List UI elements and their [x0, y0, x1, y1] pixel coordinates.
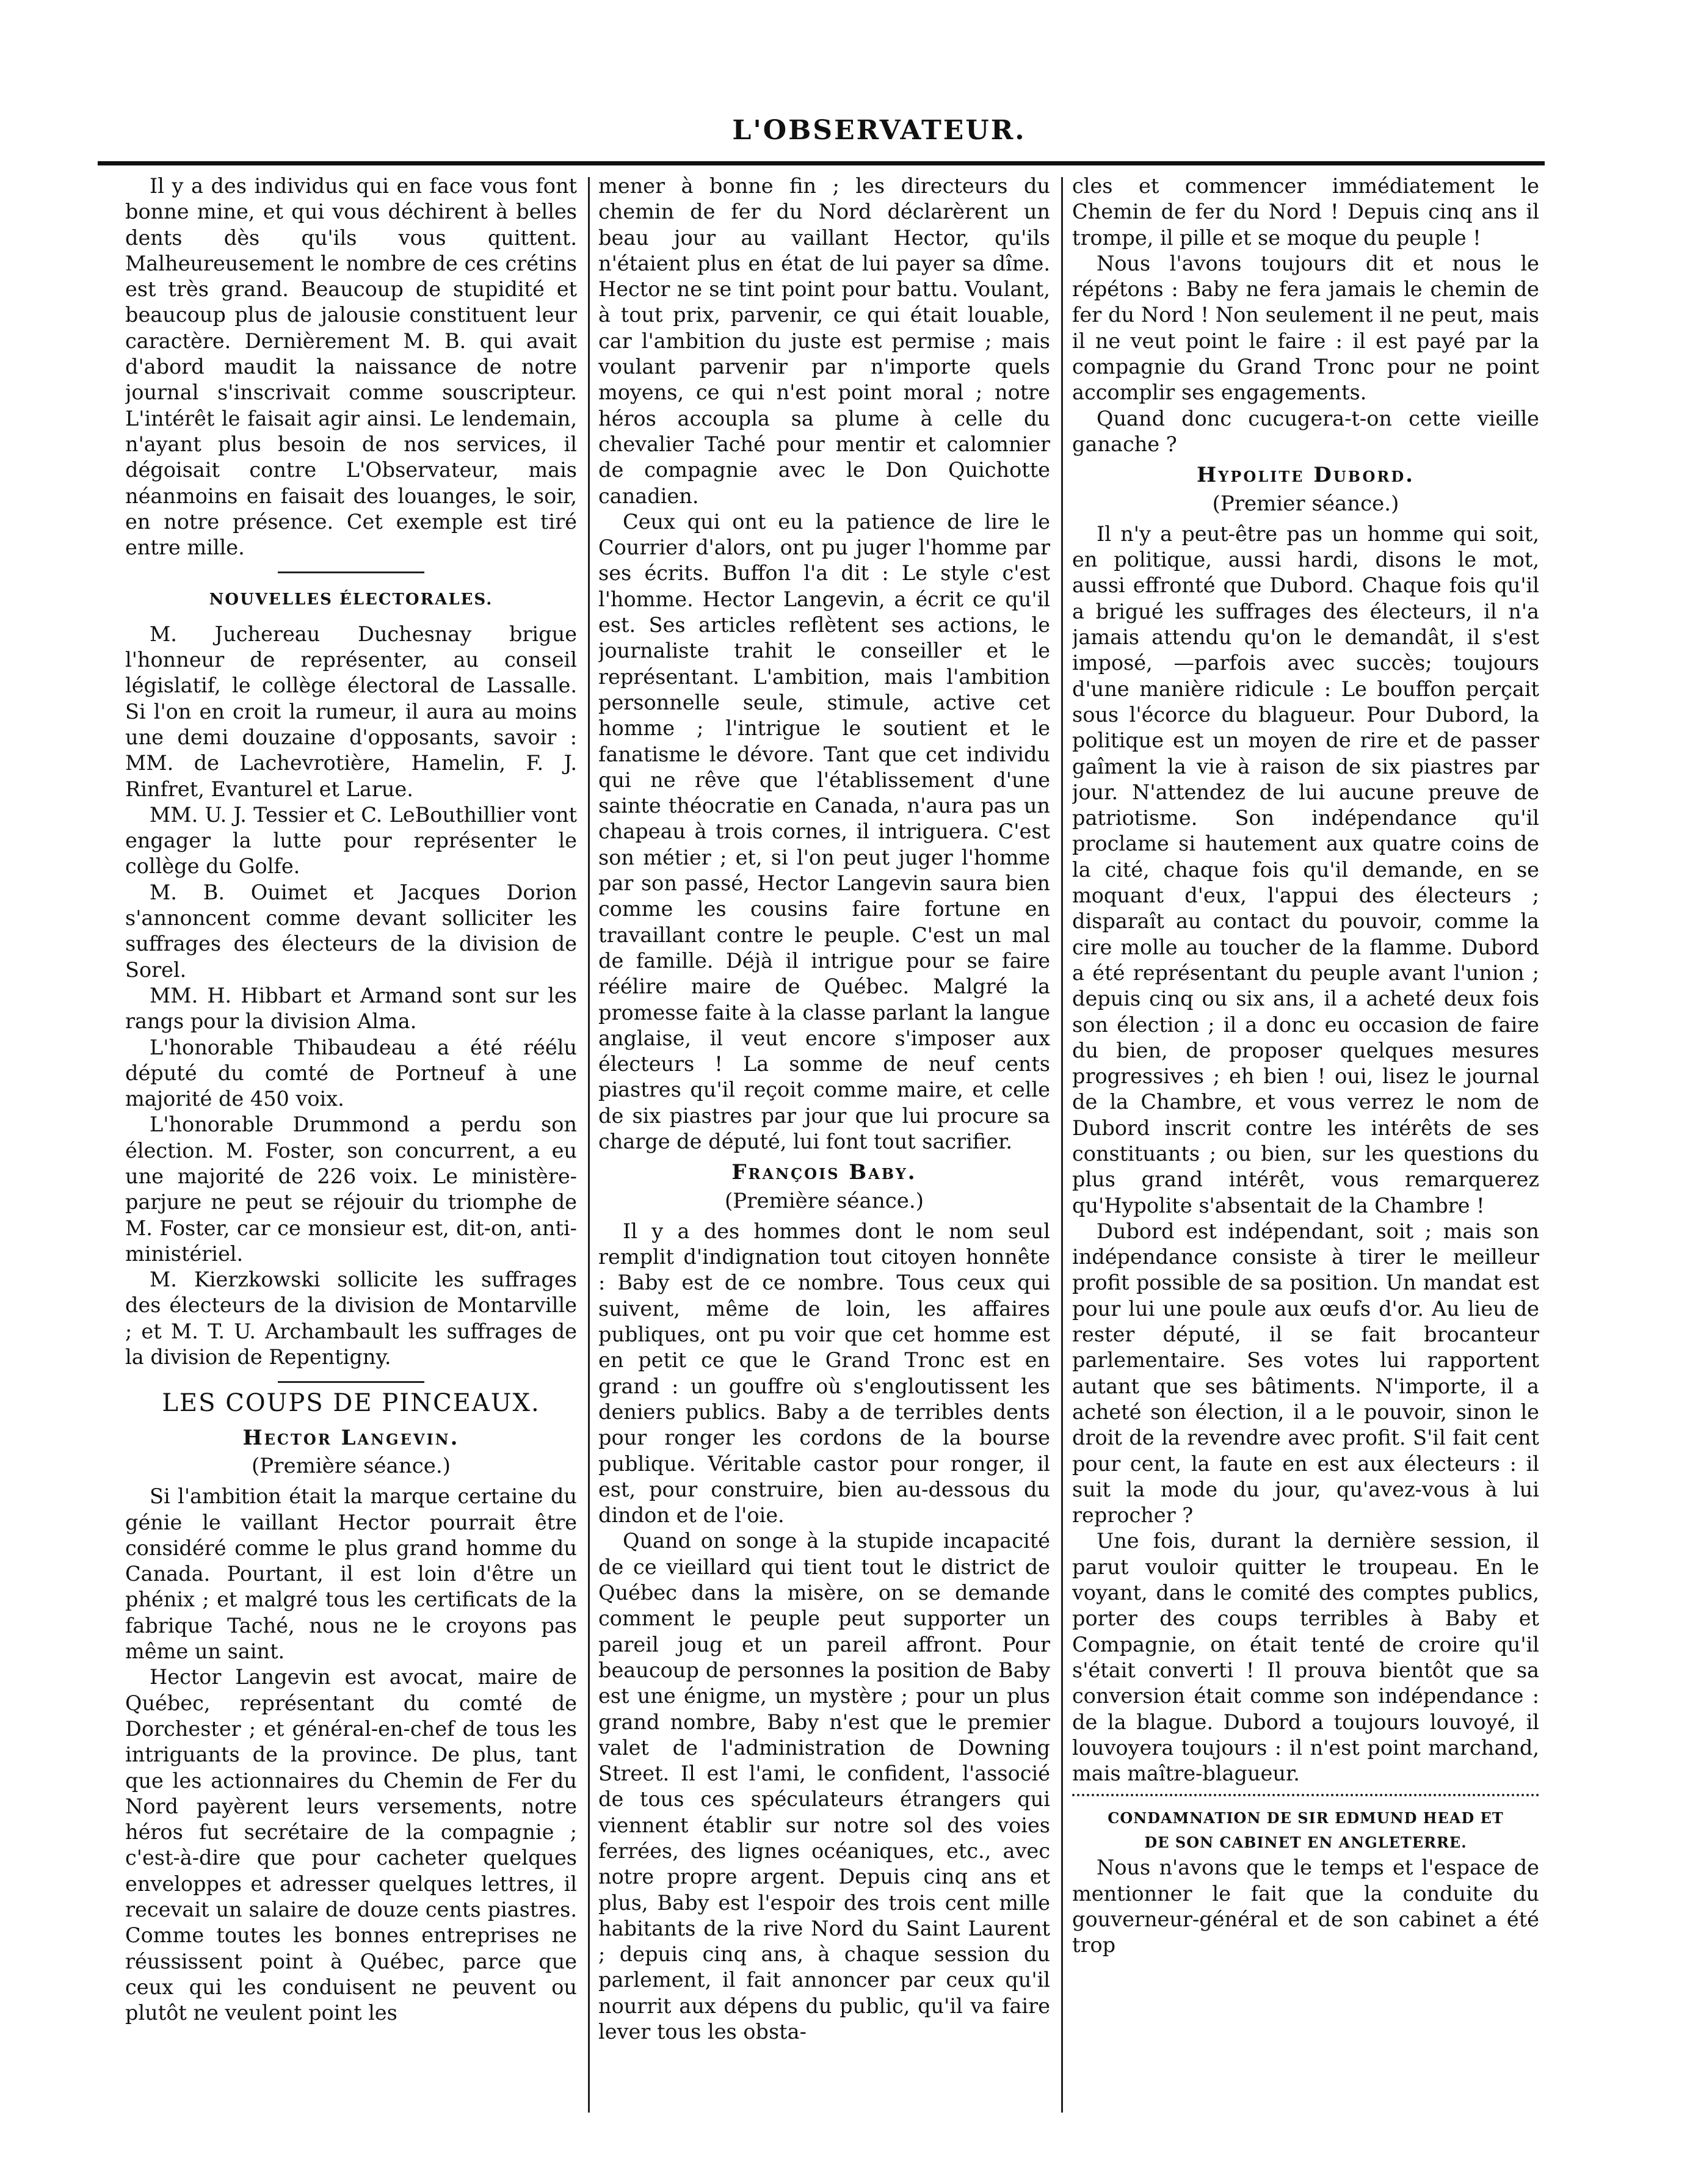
column-3	[1072, 173, 1539, 2115]
article-heading: Hypolite Dubord.	[1197, 463, 1415, 488]
article-subheading: (Premier séance.)	[1212, 491, 1399, 516]
article-paragraph: Nous l'avons toujours dit et nous le répétons : Baby ne fera jamais le chemin de fer du Nord ! Non seulement il ne peut, mais il ne veut point le faire : il est payé par la compagnie du Grand Tronc pour ne point accomplir ses engagements.	[1072, 251, 1539, 405]
section-heading: CONDAMNATION DE SIR EDMUND HEAD ET	[1108, 1809, 1504, 1827]
article-paragraph: cles et commencer immédiatement le Chemin de fer du Nord ! Depuis cinq ans il trompe, il pille et se moque du peuple !	[1072, 174, 1539, 250]
article-paragraph: Hector Langevin est avocat, maire de Québec, représentant du comté de Dorchester ; et général-en-chef de tous les intriguants de la province. De plus, tant que les actionnaires du Chemin de Fer du Nord payèrent leurs versements, notre héros fut secrétaire de la compagnie ; c'est-à-dire que pour cacheter quelques enveloppes et adresser quelques lettres, il recevait un salaire de douze cents piastres. Comme toutes les bonnes entreprises ne réussissent point à Québec, parce que ceux qui les conduisent ne peuvent ou plutôt ne veulent point les	[125, 1665, 577, 2025]
section-heading: LES COUPS DE PINCEAUX.	[162, 1389, 540, 1418]
column-divider	[588, 177, 590, 2113]
news-item: L'honorable Thibaudeau a été réélu député du comté de Portneuf à une majorité de 450 voix.	[125, 1035, 577, 1111]
article-paragraph: Quand on songe à la stupide incapacité de ce vieillard qui tient tout le district de Québec dans la misère, on se demande comment le peuple peut supporter un pareil joug et un pareil affront. Pour beaucoup de personnes la position de Baby est une énigme, un mystère ; pour un plus grand nombre, Baby n'est que le premier valet de l'administration de Downing Street. Il est l'ami, le confident, l'associé de tous ces spéculateurs étrangers qui viennent établir sur notre sol des voies ferrées, des lignes océaniques, etc., avec notre propre argent. Depuis cinq ans et plus, Baby est l'espoir des trois cent mille habitants de la rive Nord du Saint Laurent ; depuis cinq ans, à chaque session du parlement, il fait annoncer par ceux qu'il nourrit aux dépens du public, qu'il va faire lever tous les obsta-	[598, 1529, 1050, 2044]
news-item: L'honorable Drummond a perdu son élection. M. Foster, son concurrent, a eu une majorité de 226 voix. Le ministère-parjure ne peut se réjouir du triomphe de M. Foster, car ce monsieur est, dit-on, anti-ministériel.	[125, 1112, 577, 1266]
article-paragraph: Ceux qui ont eu la patience de lire le Courrier d'alors, ont pu juger l'homme par ses écrits. Buffon l'a dit : Le style c'est l'homme. Hector Langevin, a écrit ce qu'il est. Ses articles reflètent ses actions, le journaliste trahit le conseiller et le représentant. L'ambition, mais l'ambition personnelle seule, stimule, active cet homme ; l'intrigue le soutient et le fanatisme le dévore. Tant que cet individu qui ne rêve que l'établissement d'une sainte théocratie en Canada, n'aura pas un chapeau à trois cornes, il intriguera. C'est son métier ; et, si l'on peut juger l'homme par son passé, Hector Langevin saura bien comme les cousins faire fortune en travaillant contre le peuple. C'est un mal de famille. Déjà il intrigue pour se faire réélire maire de Québec. Malgré la promesse faite à la classe parlant la langue anglaise, il veut encore s'imposer aux électeurs ! La somme de neuf cents piastres qu'il reçoit comme maire, et celle de six piastres par jour que lui procure sa charge de député, lui font tout sacrifier.	[598, 509, 1050, 1153]
column-divider	[1061, 177, 1063, 2113]
news-item: M. B. Ouimet et Jacques Dorion s'annoncent comme devant solliciter les suffrages des électeurs de la division de Sorel.	[125, 880, 577, 982]
section-rule	[278, 571, 424, 573]
news-item: MM. U. J. Tessier et C. LeBouthillier vont engager la lutte pour représenter le collège du Golfe.	[125, 802, 577, 879]
column-1	[125, 173, 577, 2115]
section-heading: DE SON CABINET EN ANGLETERRE.	[1144, 1834, 1467, 1852]
article-heading: François Baby.	[731, 1160, 917, 1185]
article-paragraph: Une fois, durant la dernière session, il parut vouloir quitter le troupeau. En le voyant, dans le comité des comptes publics, porter des coups terribles à Baby et Compagnie, on était tenté de croire qu'il s'était converti ! Il prouva bientôt que sa conversion était comme son indépendance : de la blague. Dubord a toujours louvoyé, il louvoyera toujours : il n'est point marchand, mais maître-blagueur.	[1072, 1529, 1539, 1786]
article-paragraph: Nous n'avons que le temps et l'espace de mentionner le fait que la conduite du gouverneur-général et de son cabinet a été trop	[1072, 1856, 1539, 1957]
article-paragraph: Quand donc cucugera-t-on cette vieille ganache ?	[1072, 406, 1539, 456]
article-paragraph: Il n'y a peut-être pas un homme qui soit, en politique, aussi hardi, disons le mot, aussi effronté que Dubord. Chaque fois qu'il a brigué les suffrages des électeurs, il n'a jamais attendu qu'on le demandât, il s'est imposé, —parfois avec succès; toujours d'une manière ridicule : Le bouffon perçait sous l'écorce du blagueur. Pour Dubord, la politique est un moyen de rire et de passer gaîment la vie à raison de six piastres par jour. N'attendez de lui aucune preuve de patriotisme. Son indépendance qu'il proclame si hautement aux quatre coins de la cité, chaque fois qu'il demande, en se moquant d'eux, l'appui des électeurs ; disparaît au contact du pouvoir, comme la cire molle au toucher de la flamme. Dubord a été représentant du peuple avant l'union ; depuis cinq ou six ans, il a acheté deux fois son élection ; il a donc eu occasion de faire du bien, de proposer quelques mesures progressives ; eh bien ! oui, lisez le journal de la Chambre, et vous verrez le nom de Dubord inscrit contre les intérêts de ses constituants ; ou bien, sur les questions du plus grand intérêt, vous remarquerez qu'Hypolite s'absentait de la Chambre !	[1072, 521, 1539, 1217]
article-subheading: (Première séance.)	[252, 1453, 451, 1478]
news-item: M. Juchereau Duchesnay brigue l'honneur de représenter, au conseil législatif, le collège électoral de Lassalle. Si l'on en croit la rumeur, il aura au moins une demi douzaine d'opposants, savoir : MM. de Lachevrotière, Hamelin, F. J. Rinfret, Evanturel et Larue.	[125, 622, 577, 801]
news-item: MM. H. Hibbart et Armand sont sur les rangs pour la division Alma.	[125, 983, 577, 1034]
article-subheading: (Première séance.)	[725, 1188, 924, 1213]
section-rule	[1072, 1794, 1539, 1796]
article-heading: Hector Langevin.	[242, 1425, 460, 1450]
article-paragraph: mener à bonne fin ; les directeurs du chemin de fer du Nord déclarèrent un beau jour au vaillant Hector, qu'ils n'étaient plus en état de lui payer sa dîme. Hector ne se tint point pour battu. Voulant, à tout prix, parvenir, ce qui était louable, car l'ambition du juste est permise ; mais voulant parvenir par n'importe quels moyens, ce qui n'est point moral ; notre héros accoupla sa plume à celle du chevalier Taché pour mentir et calomnier de compagnie avec le Don Quichotte canadien.	[598, 174, 1050, 508]
section-heading: NOUVELLES ÉLECTORALES.	[209, 590, 493, 609]
article-paragraph: Il y a des hommes dont le nom seul remplit d'indignation tout citoyen honnête : Baby est de ce nombre. Tous ceux qui suivent, même de loin, les affaires publiques, ont pu voir que cet homme est en petit ce que le Grand Tronc est en grand : un gouffre où s'engloutissent les deniers publics. Baby a de terribles dents pour ronger les cordons de la bourse publique. Véritable castor pour ronger, il est, pour construire, bien au-dessous du dindon et de l'oie.	[598, 1219, 1050, 1528]
article-paragraph: Si l'ambition était la marque certaine du génie le vaillant Hector pourrait être considéré comme le plus grand homme du Canada. Pourtant, il est loin d'être un phénix ; et malgré tous les certificats de la fabrique Taché, nous ne le croyons pas même un saint.	[125, 1484, 577, 1664]
top-rule	[98, 161, 1545, 165]
column-2	[598, 173, 1050, 2115]
masthead: L'OBSERVATEUR.	[732, 115, 1026, 146]
news-item: M. Kierzkowski sollicite les suffrages des électeurs de la division de Montarville ; et M. T. U. Archambault les suffrages de la division de Repentigny.	[125, 1268, 577, 1370]
article-paragraph: Dubord est indépendant, soit ; mais son indépendance consiste à tirer le meilleur profit possible de sa position. Un mandat est pour lui une poule aux œufs d'or. Au lieu de rester député, il se fait brocanteur parlementaire. Ses votes lui rapportent autant que ses bâtiments. N'importe, il a acheté son élection, il a le pouvoir, sinon le droit de la revendre avec profit. S'il fait cent pour cent, la faute en est aux électeurs : il suit la mode du jour, qu'avez-vous à lui reprocher ?	[1072, 1219, 1539, 1528]
article-paragraph: Il y a des individus qui en face vous font bonne mine, et qui vous déchirent à belles dents dès qu'ils vous quittent. Malheureusement le nombre de ces crétins est très grand. Beaucoup de stupidité et beaucoup plus de jalousie constituent leur caractère. Dernièrement M. B. qui avait d'abord maudit la naissance de notre journal s'inscrivait comme souscripteur. L'intérêt le faisait agir ainsi. Le lendemain, n'ayant plus besoin de nos services, il dégoisait contre L'Observateur, mais néanmoins en faisait des louanges, le soir, en notre présence. Cet exemple est tiré entre mille.	[125, 174, 577, 560]
section-rule	[278, 1381, 424, 1383]
